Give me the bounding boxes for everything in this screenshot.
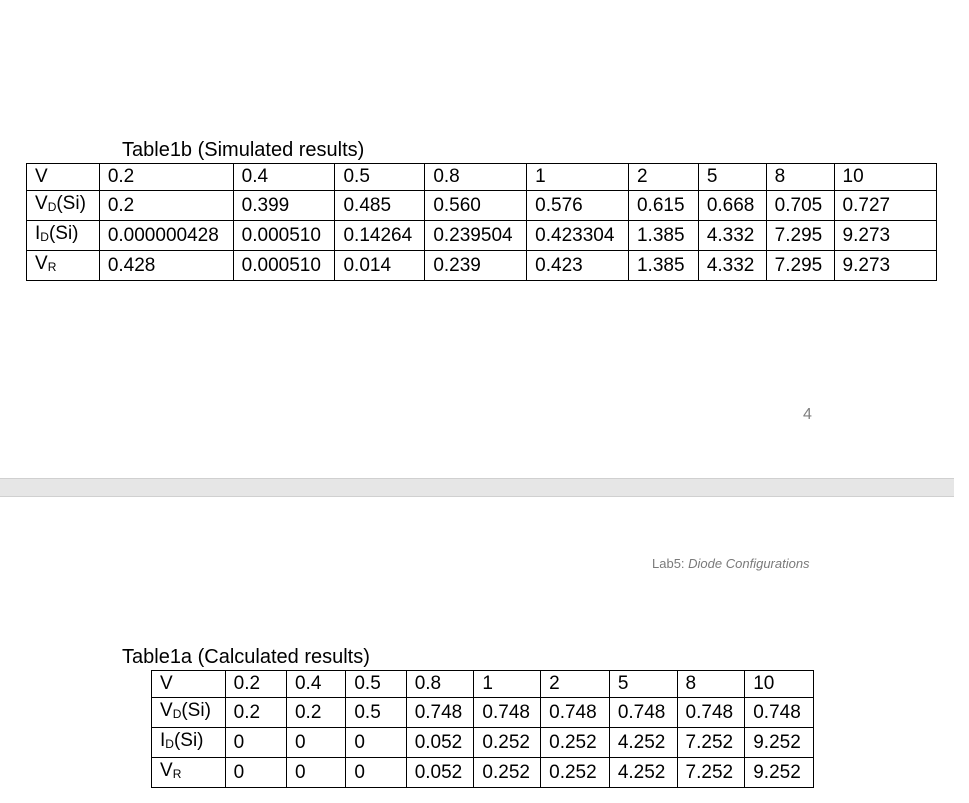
table-cell: 0 bbox=[346, 728, 406, 758]
header-prefix: Lab5: bbox=[652, 556, 689, 571]
table-cell: 0.423304 bbox=[527, 221, 629, 251]
table-cell: 9.252 bbox=[745, 758, 814, 788]
table-cell: 0.748 bbox=[677, 698, 745, 728]
row-label-suffix: (Si) bbox=[181, 700, 211, 721]
table-row bbox=[27, 251, 937, 281]
table-row bbox=[27, 164, 937, 191]
table-cell: 0.252 bbox=[541, 758, 610, 788]
table-cell: 0.2 bbox=[99, 191, 233, 221]
row-label-symbol: V bbox=[35, 253, 48, 274]
table-cell: 1 bbox=[527, 164, 629, 191]
table-cell: 0.748 bbox=[745, 698, 814, 728]
table-cell: 5 bbox=[698, 164, 766, 191]
table-cell: 0.560 bbox=[425, 191, 527, 221]
table-cell: 0.8 bbox=[406, 671, 474, 698]
table-cell: 4.252 bbox=[609, 758, 677, 788]
table-row bbox=[152, 758, 814, 788]
row-label bbox=[152, 671, 226, 698]
table-row bbox=[152, 698, 814, 728]
table-cell: 7.295 bbox=[766, 251, 834, 281]
table1a-calculated-results bbox=[151, 670, 814, 788]
table1a-caption: Table1a (Calculated results) bbox=[122, 646, 370, 668]
table-cell: 0.252 bbox=[541, 728, 610, 758]
row-label bbox=[152, 728, 226, 758]
table-cell: 0.5 bbox=[346, 698, 406, 728]
table-cell: 9.273 bbox=[834, 221, 936, 251]
table-cell: 9.273 bbox=[834, 251, 936, 281]
row-label-subscript: R bbox=[172, 767, 182, 781]
row-label-symbol: V bbox=[35, 166, 48, 187]
header-title: Diode Configurations bbox=[688, 556, 810, 571]
page-number: 4 bbox=[803, 406, 812, 423]
table-cell: 1.385 bbox=[628, 251, 698, 281]
table-cell: 0.000000428 bbox=[99, 221, 233, 251]
table-cell: 0.748 bbox=[406, 698, 474, 728]
table-cell: 0 bbox=[225, 728, 286, 758]
table-cell: 0.252 bbox=[474, 758, 541, 788]
table-cell: 0.14264 bbox=[335, 221, 425, 251]
row-label-symbol: I bbox=[160, 730, 166, 751]
table-cell: 0 bbox=[286, 758, 345, 788]
table-cell: 7.252 bbox=[677, 758, 745, 788]
row-label bbox=[152, 758, 226, 788]
table-cell: 0.052 bbox=[406, 728, 474, 758]
table-cell: 0 bbox=[225, 758, 286, 788]
table-cell: 8 bbox=[677, 671, 745, 698]
row-label-suffix: (Si) bbox=[48, 223, 79, 244]
table-row bbox=[152, 728, 814, 758]
row-label-symbol: I bbox=[35, 223, 41, 244]
table-cell: 0.399 bbox=[233, 191, 335, 221]
row-label-symbol: V bbox=[160, 760, 173, 781]
table-cell: 5 bbox=[609, 671, 677, 698]
table-cell: 7.295 bbox=[766, 221, 834, 251]
table-cell: 2 bbox=[628, 164, 698, 191]
row-label bbox=[27, 221, 100, 251]
table-cell: 0.252 bbox=[474, 728, 541, 758]
table-cell: 2 bbox=[541, 671, 610, 698]
table-cell: 0 bbox=[346, 758, 406, 788]
table-cell: 10 bbox=[745, 671, 814, 698]
table-cell: 0.576 bbox=[527, 191, 629, 221]
row-label-symbol: V bbox=[35, 193, 48, 214]
table-row bbox=[152, 671, 814, 698]
table-cell: 0.052 bbox=[406, 758, 474, 788]
table-cell: 0.615 bbox=[628, 191, 698, 221]
table-cell: 0.014 bbox=[335, 251, 425, 281]
table-cell: 0.000510 bbox=[233, 251, 335, 281]
table-cell: 1 bbox=[474, 671, 541, 698]
table-cell: 0.239504 bbox=[425, 221, 527, 251]
row-label bbox=[27, 251, 100, 281]
row-label-subscript: R bbox=[47, 260, 57, 274]
table-cell: 0.748 bbox=[474, 698, 541, 728]
table-cell: 0.4 bbox=[233, 164, 335, 191]
table-row bbox=[27, 221, 937, 251]
row-label-suffix: (Si) bbox=[173, 730, 204, 751]
row-label-symbol: V bbox=[160, 700, 173, 721]
row-label-subscript: D bbox=[47, 200, 57, 214]
row-label-subscript: D bbox=[172, 707, 182, 721]
row-label-symbol: V bbox=[160, 673, 173, 694]
table-cell: 0 bbox=[286, 728, 345, 758]
row-label bbox=[27, 191, 100, 221]
table-cell: 0.705 bbox=[766, 191, 834, 221]
table-cell: 0.748 bbox=[609, 698, 677, 728]
table-cell: 0.239 bbox=[425, 251, 527, 281]
row-label-subscript: D bbox=[40, 230, 49, 244]
row-label-subscript: D bbox=[165, 737, 174, 751]
vertical-scrollbar[interactable] bbox=[954, 0, 969, 803]
table-cell: 0.727 bbox=[834, 191, 936, 221]
table-cell: 0.8 bbox=[425, 164, 527, 191]
table-cell: 0.668 bbox=[698, 191, 766, 221]
page-separator bbox=[0, 478, 954, 497]
table-cell: 0.2 bbox=[99, 164, 233, 191]
table-cell: 0.2 bbox=[225, 698, 286, 728]
table-cell: 0.000510 bbox=[233, 221, 335, 251]
table-cell: 0.4 bbox=[286, 671, 345, 698]
table-row bbox=[27, 191, 937, 221]
running-header bbox=[652, 556, 810, 571]
table-cell: 0.428 bbox=[99, 251, 233, 281]
table1b-simulated-results bbox=[26, 163, 937, 281]
table-cell: 0.485 bbox=[335, 191, 425, 221]
table-cell: 0.5 bbox=[346, 671, 406, 698]
table-cell: 1.385 bbox=[628, 221, 698, 251]
table-cell: 4.332 bbox=[698, 251, 766, 281]
table-cell: 7.252 bbox=[677, 728, 745, 758]
table-cell: 8 bbox=[766, 164, 834, 191]
table-cell: 10 bbox=[834, 164, 936, 191]
row-label-suffix: (Si) bbox=[56, 193, 86, 214]
table-cell: 9.252 bbox=[745, 728, 814, 758]
table-cell: 0.423 bbox=[527, 251, 629, 281]
table-cell: 0.5 bbox=[335, 164, 425, 191]
table1b-caption: Table1b (Simulated results) bbox=[122, 139, 365, 161]
table-cell: 4.332 bbox=[698, 221, 766, 251]
table-cell: 0.2 bbox=[225, 671, 286, 698]
row-label bbox=[27, 164, 100, 191]
row-label bbox=[152, 698, 226, 728]
table-cell: 0.748 bbox=[541, 698, 610, 728]
table-cell: 4.252 bbox=[609, 728, 677, 758]
table-cell: 0.2 bbox=[286, 698, 345, 728]
